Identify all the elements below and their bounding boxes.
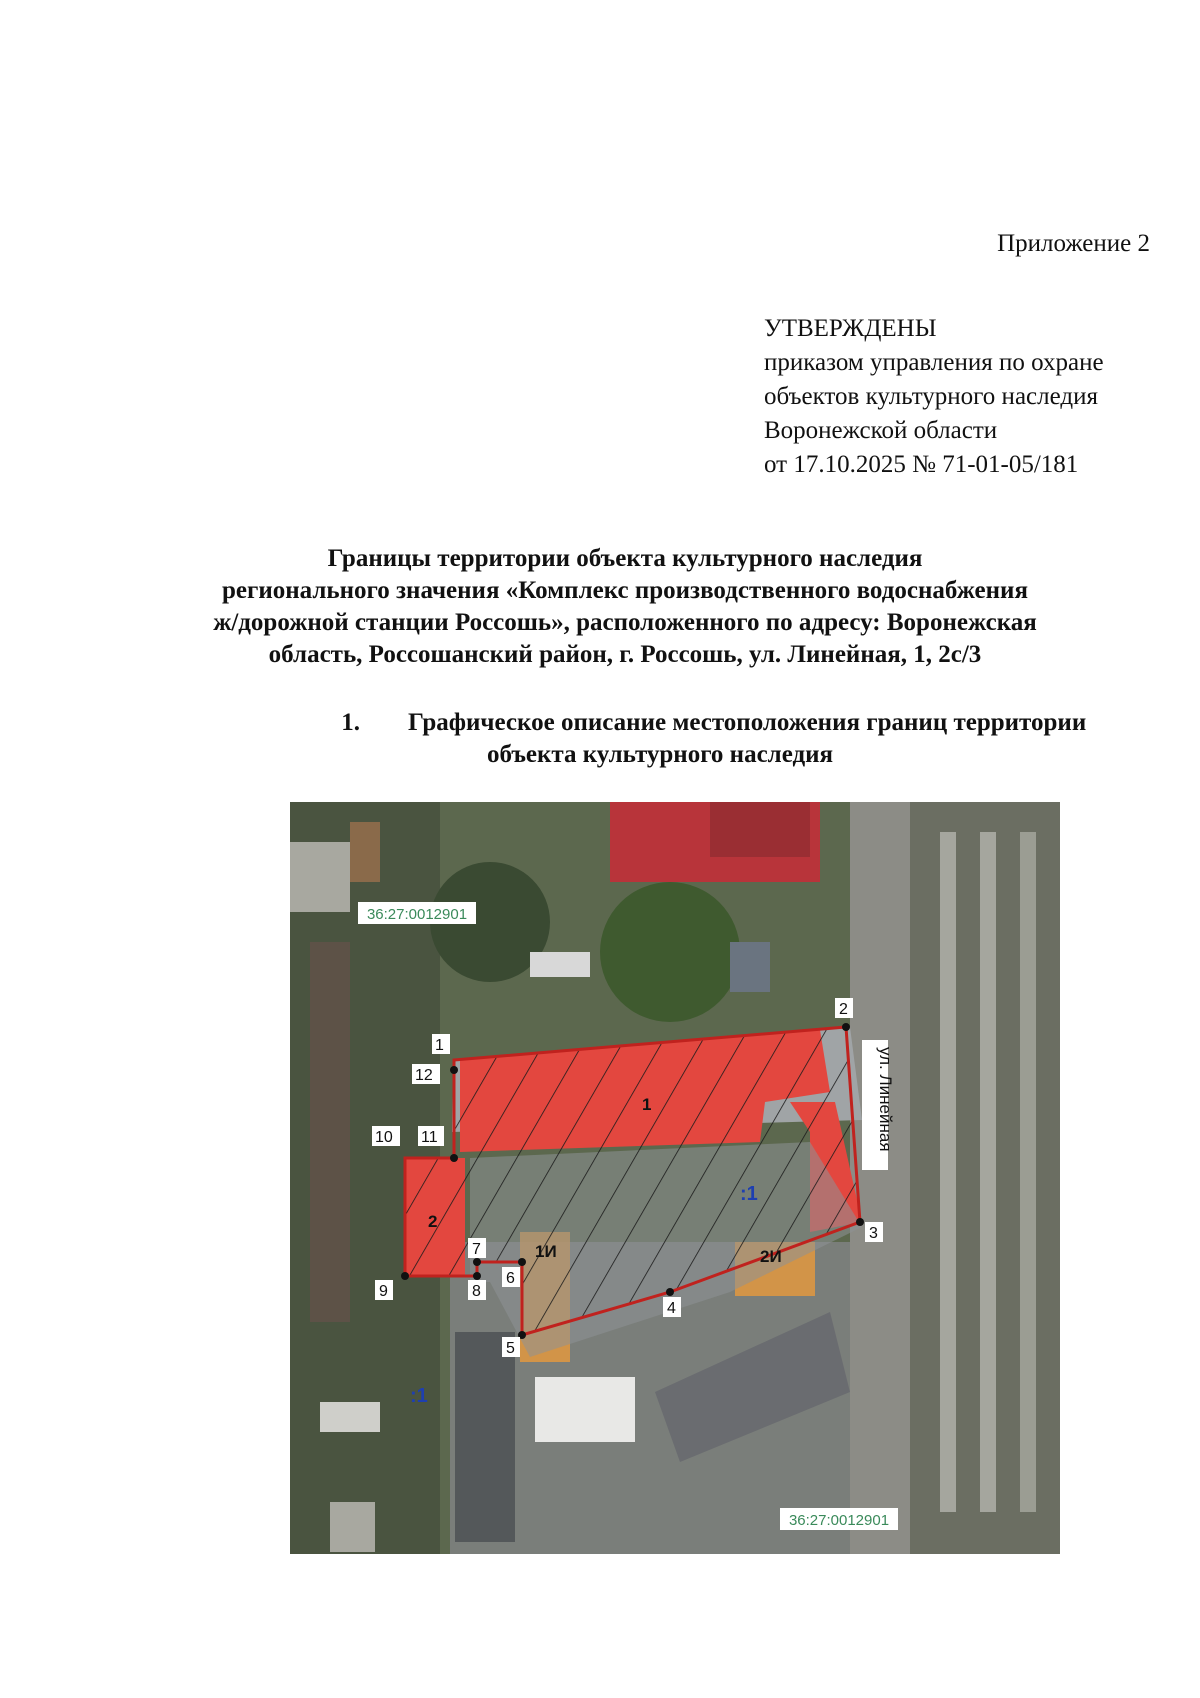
building-label-1i: 1И	[535, 1242, 557, 1261]
satellite-map	[290, 802, 1060, 1554]
title-line: регионального значения «Комплекс производственного водоснабжения	[222, 577, 1028, 604]
cadastral-label-bottom: 36:27:0012901	[788, 1512, 890, 1529]
point-label-3: 3	[869, 1225, 878, 1242]
appendix-label: Приложение 2	[997, 230, 1150, 257]
shed-building	[290, 842, 350, 912]
vertex-7	[473, 1258, 481, 1266]
parked-cars	[1020, 832, 1036, 1512]
parcel-label: :1	[740, 1183, 758, 1205]
cadastral-label-top: 36:27:0012901	[366, 906, 468, 923]
point-label-9: 9	[379, 1283, 388, 1300]
section-title-line1: Графическое описание местоположения границ территории	[408, 709, 1087, 736]
map-svg	[290, 802, 1060, 1554]
vertex-11	[450, 1154, 458, 1162]
shed-building	[330, 1502, 375, 1552]
building-label-2: 2	[428, 1212, 438, 1231]
point-label-5: 5	[506, 1340, 515, 1357]
parked-cars	[980, 832, 996, 1512]
street-label: ул. Линейная	[876, 1047, 895, 1152]
street-linejnaya	[850, 802, 910, 1554]
point-label-11: 11	[421, 1129, 438, 1146]
approval-heading: УТВЕРЖДЕНЫ	[764, 315, 937, 342]
vertex-2	[842, 1023, 850, 1031]
point-label-6: 6	[506, 1270, 515, 1287]
red-roof-building	[710, 802, 810, 857]
parcel-label: :1	[410, 1385, 428, 1407]
title-line: Границы территории объекта культурного наследия	[327, 545, 923, 572]
document-title	[100, 543, 1150, 671]
tree-canopy	[600, 882, 740, 1022]
vertex-8	[473, 1272, 481, 1280]
vertex-12	[450, 1066, 458, 1074]
vertex-4	[666, 1288, 674, 1296]
rail-cars	[310, 942, 350, 1322]
building-label-1: 1	[642, 1095, 652, 1114]
point-label-12: 12	[415, 1067, 433, 1084]
shed-building	[350, 822, 380, 882]
title-line: область, Россошанский район, г. Россошь, ул. Линейная, 1, 2с/3	[268, 641, 982, 668]
long-shed	[455, 1332, 515, 1542]
point-label-7: 7	[472, 1241, 481, 1258]
parked-cars	[940, 832, 956, 1512]
approval-line: приказом управления по охране	[764, 349, 1104, 376]
approval-block	[764, 312, 1104, 482]
section-title-line2: объекта культурного наследия	[486, 741, 834, 768]
approval-line: объектов культурного наследия	[764, 383, 1098, 410]
title-line: ж/дорожной станции Россошь», расположенного по адресу: Воронежская	[213, 609, 1037, 636]
approval-line: от 17.10.2025 № 71-01-05/181	[764, 451, 1079, 478]
vertex-3	[856, 1218, 864, 1226]
point-label-4: 4	[667, 1300, 676, 1317]
point-label-1: 1	[435, 1037, 444, 1054]
approval-line: Воронежской области	[764, 417, 998, 444]
small-building	[730, 942, 770, 992]
section-heading	[100, 707, 1150, 771]
vertex-6	[518, 1258, 526, 1266]
building-label-2i: 2И	[760, 1247, 782, 1266]
point-label-10: 10	[375, 1129, 393, 1146]
section-number: 1.	[341, 709, 360, 736]
white-building	[535, 1377, 635, 1442]
point-label-2: 2	[839, 1001, 848, 1018]
vertex-9	[401, 1272, 409, 1280]
shed-building	[320, 1402, 380, 1432]
point-label-8: 8	[472, 1283, 481, 1300]
debris	[530, 952, 590, 977]
